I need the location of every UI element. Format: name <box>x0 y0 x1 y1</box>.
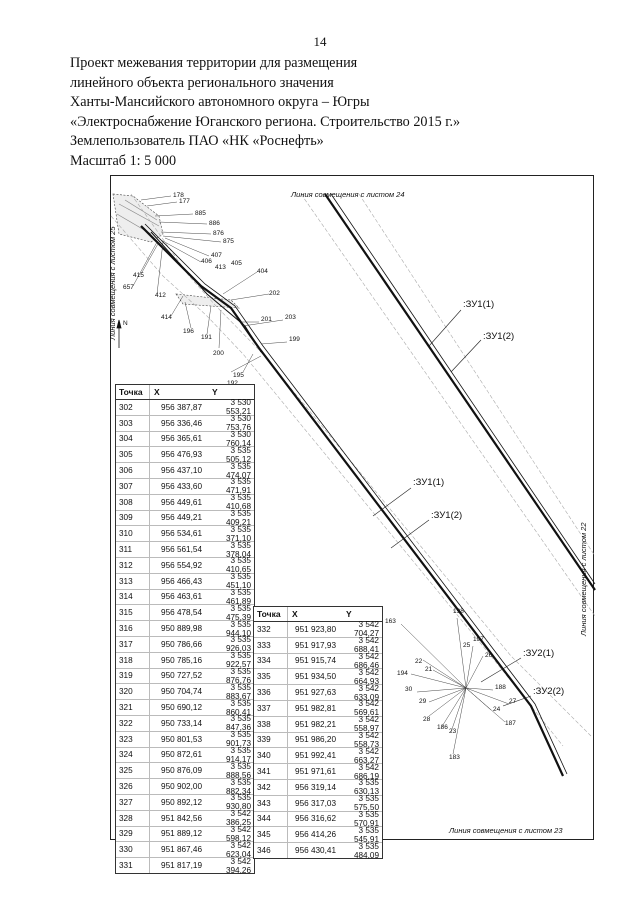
table-row <box>254 795 382 811</box>
point-label: 407 <box>211 252 222 259</box>
x-cell: 951 817,19 <box>161 861 202 870</box>
point-label: 188 <box>495 684 506 691</box>
edge-label-bottom: Линия совмещения с листом 23 <box>449 826 563 835</box>
x-cell: 956 317,03 <box>295 798 336 808</box>
x-cell: 950 733,14 <box>161 718 202 728</box>
x-cell: 956 478,54 <box>161 608 202 618</box>
table-row <box>116 431 254 447</box>
y-cell: 3 535 847,36 <box>225 714 251 733</box>
point-cell: 346 <box>254 843 288 858</box>
point-cell: 310 <box>116 526 150 541</box>
y-cell: 3 535 378,04 <box>225 540 251 559</box>
point-cell: 328 <box>116 811 150 826</box>
point-cell: 312 <box>116 558 150 573</box>
y-cell: 3 542 688,41 <box>353 636 379 655</box>
table-row <box>116 494 254 510</box>
zone-leaders <box>373 310 531 706</box>
y-cell: 3 542 569,61 <box>353 699 379 718</box>
table-row <box>254 811 382 827</box>
table-row <box>254 763 382 779</box>
y-cell: 3 535 409,21 <box>225 508 251 527</box>
y-cell: 3 535 461,89 <box>225 587 251 606</box>
x-cell: 950 690,12 <box>161 703 202 713</box>
point-label: 203 <box>285 314 296 321</box>
x-cell: 956 316,62 <box>295 814 336 824</box>
x-cell: 950 786,66 <box>161 639 202 649</box>
point-label: 414 <box>161 314 172 321</box>
table-row <box>116 510 254 526</box>
point-label: 25 <box>463 642 471 649</box>
table-body <box>254 622 382 858</box>
point-cell: 339 <box>254 733 288 748</box>
point-cell: 302 <box>116 400 150 415</box>
point-label: 404 <box>257 268 268 275</box>
table-row <box>116 699 254 715</box>
y-cell: 3 535 860,41 <box>225 698 251 717</box>
table-row <box>116 462 254 478</box>
point-label: 163 <box>385 618 396 625</box>
point-label: 657 <box>123 284 134 291</box>
point-cell: 330 <box>116 842 150 857</box>
x-cell: 951 867,46 <box>161 845 202 855</box>
y-cell: 3 535 410,68 <box>225 493 251 512</box>
point-label: 415 <box>133 272 144 279</box>
x-cell: 950 801,53 <box>161 734 202 744</box>
y-cell: 3 535 505,12 <box>225 445 251 464</box>
point-label: 198 <box>453 608 464 615</box>
table-row <box>254 732 382 748</box>
y-cell: 3 535 922,57 <box>225 651 251 670</box>
x-cell: 951 971,61 <box>295 767 336 777</box>
y-cell: 3 535 630,13 <box>353 778 379 797</box>
point-cell: 316 <box>116 621 150 636</box>
table-row <box>116 478 254 494</box>
table-row <box>116 525 254 541</box>
table-row <box>116 841 254 857</box>
x-cell: 951 982,21 <box>295 719 336 729</box>
x-cell: 956 554,92 <box>161 560 202 570</box>
point-cell: 322 <box>116 716 150 731</box>
point-cell: 320 <box>116 684 150 699</box>
y-cell: 3 542 663,27 <box>353 746 379 765</box>
point-label: 195 <box>233 372 244 379</box>
x-cell: 951 917,93 <box>295 640 336 650</box>
header-line-6: Масштаб 1: 5 000 <box>70 152 177 169</box>
table-row <box>254 668 382 684</box>
point-label: 177 <box>179 198 190 205</box>
table-row <box>116 683 254 699</box>
y-cell: 3 530 553,21 <box>225 398 251 417</box>
table-row <box>116 778 254 794</box>
x-cell: 950 727,52 <box>161 671 202 681</box>
y-cell: 3 535 545,91 <box>353 825 379 844</box>
y-cell: 3 542 686,46 <box>353 652 379 670</box>
y-cell: 3 535 371,10 <box>225 524 251 543</box>
point-cell: 342 <box>254 780 288 795</box>
table-row <box>254 842 382 858</box>
x-cell: 956 319,14 <box>295 782 336 792</box>
x-cell: 956 449,61 <box>161 497 202 507</box>
zone-label-zu2-2: :ЗУ2(2) <box>533 686 565 697</box>
header-line-5: Землепользователь ПАО «НК «Роснефть» <box>70 133 324 149</box>
point-cell: 341 <box>254 764 288 779</box>
point-cell: 337 <box>254 701 288 716</box>
table-row <box>116 715 254 731</box>
table-row <box>116 810 254 826</box>
x-cell: 951 986,20 <box>295 735 336 745</box>
point-cell: 335 <box>254 669 288 684</box>
y-cell: 3 542 394,26 <box>225 856 251 875</box>
point-label: 412 <box>155 292 166 299</box>
point-label: 27 <box>509 698 517 705</box>
table-row <box>116 400 254 415</box>
point-cell: 318 <box>116 653 150 668</box>
point-cell: 313 <box>116 574 150 589</box>
point-cell: 331 <box>116 858 150 873</box>
point-label: 183 <box>449 754 460 761</box>
x-cell: 950 876,09 <box>161 766 202 776</box>
point-cell: 309 <box>116 511 150 526</box>
x-cell: 951 915,74 <box>295 656 336 666</box>
point-cell: 315 <box>116 605 150 620</box>
table-row <box>116 620 254 636</box>
point-cell: 343 <box>254 796 288 811</box>
point-label: 194 <box>397 670 408 677</box>
column-header: Y <box>212 387 218 397</box>
point-label: 29 <box>419 698 427 705</box>
point-label: 197 <box>473 636 484 643</box>
table-row <box>254 637 382 653</box>
point-cell: 324 <box>116 748 150 763</box>
point-cell: 333 <box>254 638 288 653</box>
y-cell: 3 542 664,93 <box>353 667 379 686</box>
table-row <box>254 700 382 716</box>
point-cell: 340 <box>254 748 288 763</box>
point-cell: 338 <box>254 717 288 732</box>
y-cell: 3 535 882,34 <box>225 777 251 796</box>
y-cell: 3 535 930,80 <box>225 793 251 812</box>
table-row <box>116 826 254 842</box>
column-header: Точка <box>254 607 288 621</box>
table-row <box>116 731 254 747</box>
point-cell: 305 <box>116 447 150 462</box>
zone-label-zu1-2-upper: :ЗУ1(2) <box>483 331 515 342</box>
point-cell: 345 <box>254 827 288 842</box>
y-cell: 3 535 410,65 <box>225 556 251 575</box>
point-label: 23 <box>449 728 457 735</box>
point-cell: 311 <box>116 542 150 557</box>
x-cell: 950 785,16 <box>161 655 202 665</box>
point-cell: 303 <box>116 416 150 431</box>
edge-label-right: Линия совмещения с листом 22 <box>579 522 588 636</box>
table-row <box>116 636 254 652</box>
table-row <box>116 794 254 810</box>
y-cell: 3 530 760,14 <box>225 430 251 448</box>
y-cell: 3 535 926,03 <box>225 635 251 654</box>
edge-label-top: Линия совмещения с листом 24 <box>291 190 405 199</box>
y-cell: 3 542 386,25 <box>225 809 251 828</box>
y-cell: 3 542 704,27 <box>353 620 379 639</box>
coordinates-table-1 <box>115 384 255 874</box>
x-cell: 950 872,61 <box>161 750 202 760</box>
point-cell: 344 <box>254 812 288 827</box>
table-row <box>116 541 254 557</box>
x-cell: 956 387,87 <box>161 402 202 412</box>
x-cell: 956 336,46 <box>161 418 202 428</box>
y-cell: 3 535 471,91 <box>225 477 251 496</box>
point-cell: 336 <box>254 685 288 700</box>
point-label: 196 <box>183 328 194 335</box>
point-cell: 306 <box>116 463 150 478</box>
coordinates-table-2 <box>253 606 383 859</box>
x-cell: 956 534,61 <box>161 529 202 539</box>
x-cell: 956 466,43 <box>161 576 202 586</box>
column-header: Точка <box>116 385 150 399</box>
table-row <box>116 573 254 589</box>
zone-label-zu1-2-mid: :ЗУ1(2) <box>431 510 463 521</box>
point-label: 876 <box>213 230 224 237</box>
point-label: 30 <box>405 686 413 693</box>
y-cell: 3 542 558,97 <box>353 715 379 734</box>
x-cell: 950 892,12 <box>161 797 202 807</box>
zone-label-zu2-1: :ЗУ2(1) <box>523 648 555 659</box>
y-cell: 3 535 474,07 <box>225 461 251 480</box>
page-number: 14 <box>313 34 327 49</box>
point-label: 187 <box>505 720 516 727</box>
point-label: 191 <box>201 334 212 341</box>
point-label: 885 <box>195 210 206 217</box>
x-cell: 950 902,00 <box>161 782 202 792</box>
point-cell: 307 <box>116 479 150 494</box>
zone-label-zu1-1-mid: :ЗУ1(1) <box>413 477 445 488</box>
y-cell: 3 535 914,17 <box>225 745 251 764</box>
y-cell: 3 535 484,09 <box>353 841 379 860</box>
y-cell: 3 535 575,50 <box>353 794 379 813</box>
north-label: N <box>123 320 128 327</box>
point-label: 406 <box>201 258 212 265</box>
header-line-2: линейного объекта регионального значения <box>70 74 334 91</box>
table-row <box>116 415 254 431</box>
x-cell: 956 414,26 <box>295 830 336 840</box>
point-label: 413 <box>215 264 226 271</box>
table-row <box>254 684 382 700</box>
point-cell: 308 <box>116 495 150 510</box>
table-row <box>254 653 382 669</box>
point-label: 26 <box>485 652 493 659</box>
y-cell: 3 535 451,10 <box>225 572 251 591</box>
point-label: 199 <box>289 336 300 343</box>
header-line-3: Ханты-Мансийского автономного округа – Югры <box>70 94 370 110</box>
table-row <box>254 747 382 763</box>
column-header: X <box>292 609 298 619</box>
point-label: 178 <box>173 192 184 199</box>
y-cell: 3 535 570,91 <box>353 809 379 828</box>
point-label: 24 <box>493 706 501 713</box>
table-row <box>116 668 254 684</box>
zone-label-zu1-1-upper: :ЗУ1(1) <box>463 299 495 310</box>
point-cell: 304 <box>116 432 150 447</box>
table-row <box>116 557 254 573</box>
x-cell: 956 476,93 <box>161 450 202 460</box>
y-cell: 3 535 475,39 <box>225 603 251 622</box>
edge-label-left: Линия совмещения с листом 25 <box>108 226 117 340</box>
table-row <box>116 589 254 605</box>
point-cell: 327 <box>116 795 150 810</box>
y-cell: 3 535 883,67 <box>225 682 251 701</box>
north-arrow-icon <box>117 320 121 348</box>
point-label: 405 <box>231 260 242 267</box>
document-header <box>70 54 460 171</box>
table-row <box>254 716 382 732</box>
point-cell: 325 <box>116 763 150 778</box>
y-cell: 3 535 888,56 <box>225 761 251 780</box>
x-cell: 951 934,50 <box>295 672 336 682</box>
x-cell: 956 430,41 <box>295 846 336 856</box>
y-cell: 3 535 944,10 <box>225 619 251 638</box>
point-label: 886 <box>209 220 220 227</box>
y-cell: 3 535 876,76 <box>225 666 251 685</box>
y-cell: 3 542 598,12 <box>225 824 251 843</box>
point-cell: 317 <box>116 637 150 652</box>
point-label: 22 <box>415 658 423 665</box>
table-row <box>254 779 382 795</box>
x-cell: 956 433,60 <box>161 481 202 491</box>
x-cell: 956 449,21 <box>161 513 202 523</box>
cadastral-map <box>108 175 594 875</box>
point-label: 201 <box>261 316 272 323</box>
table-row <box>254 826 382 842</box>
table-body <box>116 400 254 873</box>
header-line-1: Проект межевания территории для размещения <box>70 55 358 71</box>
header-line-4: «Электроснабжение Юганского региона. Строительство 2015 г.» <box>70 113 461 130</box>
point-label: 202 <box>269 290 280 297</box>
y-cell: 3 542 558,73 <box>353 730 379 749</box>
table-row <box>116 604 254 620</box>
point-cell: 319 <box>116 669 150 684</box>
point-cell: 326 <box>116 779 150 794</box>
y-cell: 3 542 623,04 <box>225 840 251 859</box>
table-row <box>116 762 254 778</box>
table-row <box>254 622 382 637</box>
x-cell: 951 982,81 <box>295 703 336 713</box>
point-cell: 314 <box>116 590 150 605</box>
x-cell: 956 365,61 <box>161 434 202 444</box>
table-row <box>116 857 254 873</box>
x-cell: 951 992,41 <box>295 751 336 761</box>
column-header: Y <box>346 609 352 619</box>
point-label: 28 <box>423 716 431 723</box>
x-cell: 950 889,98 <box>161 624 202 634</box>
x-cell: 951 842,56 <box>161 813 202 823</box>
point-cell: 329 <box>116 827 150 842</box>
x-cell: 951 923,80 <box>295 624 336 634</box>
x-cell: 956 437,10 <box>161 466 202 476</box>
point-label: 200 <box>213 350 224 357</box>
column-header: X <box>154 387 160 397</box>
point-label: 186 <box>437 724 448 731</box>
x-cell: 956 463,61 <box>161 592 202 602</box>
point-cell: 321 <box>116 700 150 715</box>
point-cell: 334 <box>254 654 288 669</box>
y-cell: 3 542 686,19 <box>353 762 379 781</box>
table-row <box>116 446 254 462</box>
y-cell: 3 530 753,76 <box>225 414 251 433</box>
point-label: 875 <box>223 238 234 245</box>
y-cell: 3 535 901,73 <box>225 730 251 749</box>
table-row <box>116 652 254 668</box>
x-cell: 951 889,12 <box>161 829 202 839</box>
x-cell: 956 561,54 <box>161 545 202 555</box>
table-row <box>116 747 254 763</box>
linear-object-right <box>301 194 595 616</box>
x-cell: 950 704,74 <box>161 687 202 697</box>
point-label: 21 <box>425 666 433 673</box>
x-cell: 951 927,63 <box>295 688 336 698</box>
y-cell: 3 542 633,09 <box>353 683 379 702</box>
point-cell: 332 <box>254 622 288 637</box>
point-cell: 323 <box>116 732 150 747</box>
